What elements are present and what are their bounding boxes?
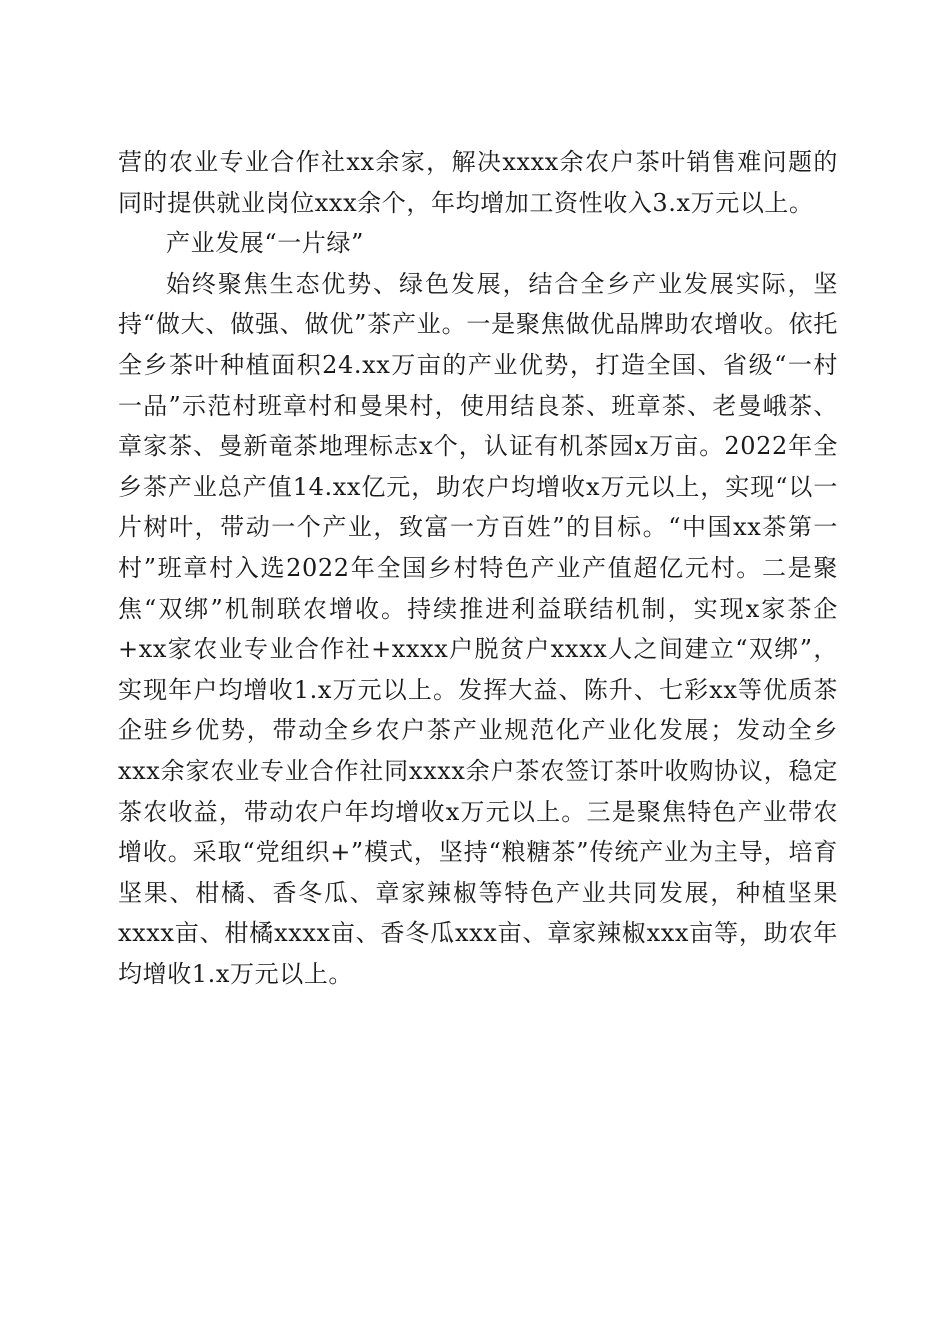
paragraph-body: 始终聚焦生态优势、绿色发展，结合全乡产业发展实际，坚持“做大、做强、做优”茶产业。一是聚焦做优品牌助农增收。依托全乡茶叶种植面积24.xx万亩的产业优势，打造全国、省级“一村一品”示范村班章村和曼果村，使用结良茶、班章茶、老曼峨茶、章家茶、曼新竜茶地理标志x个，认证有机茶园x万亩。2022年全乡茶产业总产值14.xx亿元，助农户均增收x万元以上，实现“以一片树叶，带动一个产业，致富一方百姓”的目标。“中国xx茶第一村”班章村入选2022年全国乡村特色产业产值超亿元村。二是聚焦“双绑”机制联农增收。持续推进利益联结机制，实现x家茶企+xx家农业专业合作社+xxxx户脱贫户xxxx人之间建立“双绑”，实现年户均增收1.x万元以上。发挥大益、陈升、七彩xx等优质茶企驻乡优势，带动全乡农户茶产业规范化产业化发展；发动全乡xxx余家农业专业合作社同xxxx余户茶农签订茶叶收购协议，稳定茶农收益，带动农户年均增收x万元以上。三是聚焦特色产业带农增收。采取“党组织+”模式，坚持“粮糖茶”传统产业为主导，培育坚果、柑橘、香冬瓜、章家辣椒等特色产业共同发展，种植坚果xxxx亩、柑橘xxxx亩、香冬瓜xxx亩、章家辣椒xxx亩等，助农年均增收1.x万元以上。 xyxy=(118,269,838,988)
document-body xyxy=(118,142,838,994)
section-heading: 产业发展“一片绿” xyxy=(166,229,364,258)
paragraph-continuation: 营的农业专业合作社xx余家，解决xxxx余农户茶叶销售难问题的同时提供就业岗位xxx余个，年均增加工资性收入3.x万元以上。 xyxy=(118,148,838,217)
